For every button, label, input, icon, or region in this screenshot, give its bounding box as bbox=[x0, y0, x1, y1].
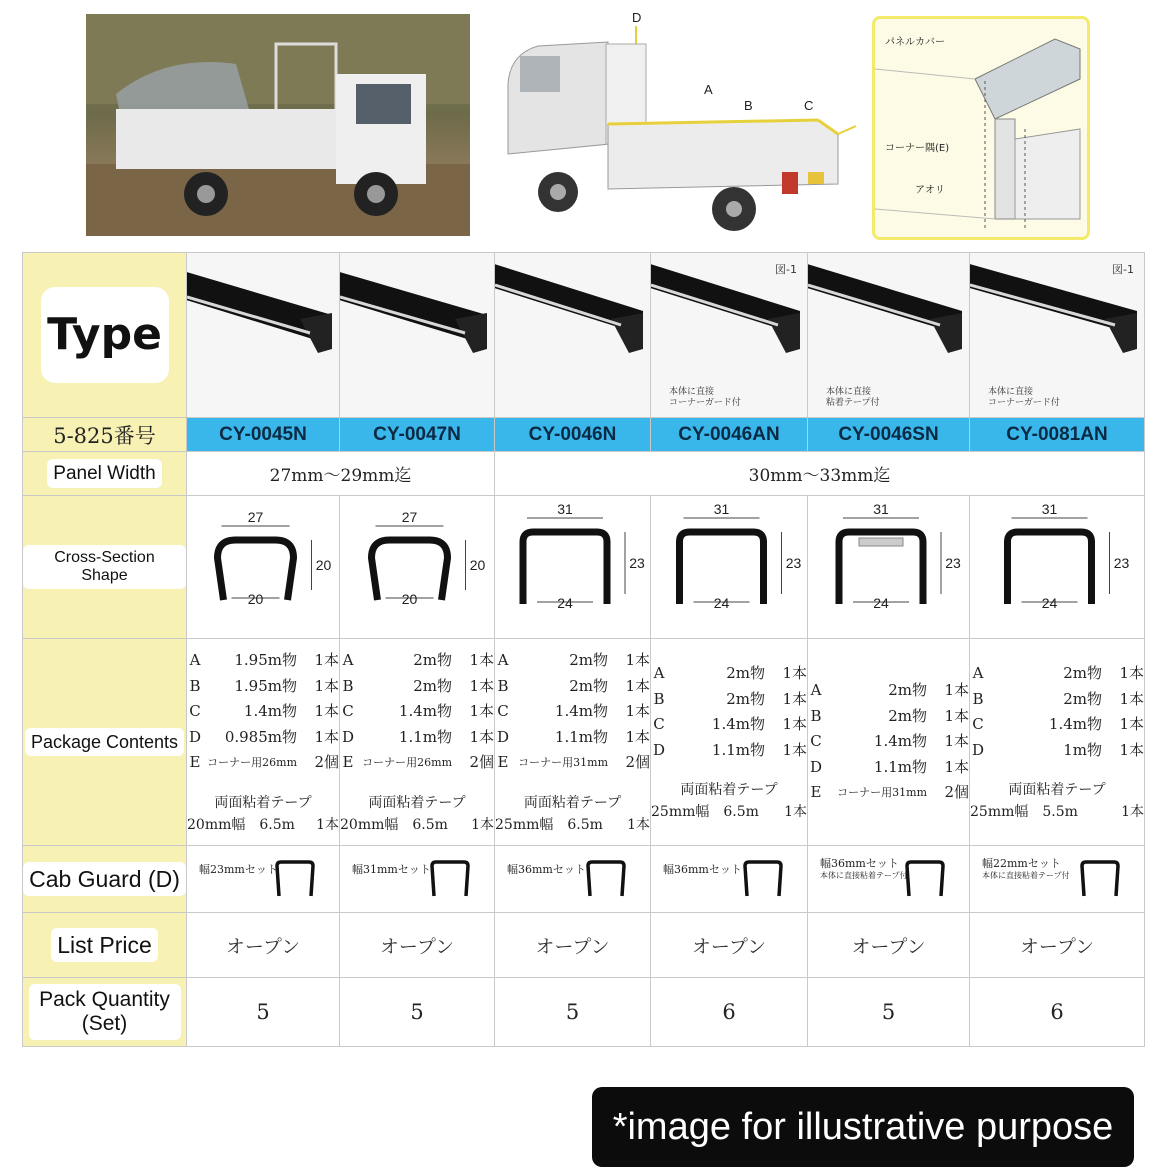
diagram-label-d: D bbox=[632, 10, 642, 25]
package-item bbox=[187, 750, 339, 776]
item-qty: 1本 bbox=[1119, 740, 1144, 759]
cab-guard-label: Cab Guard (D) bbox=[23, 862, 186, 896]
cross-section-svg bbox=[187, 496, 340, 634]
pack-quantity-label: Pack Quantity (Set) bbox=[29, 984, 181, 1040]
tape-detail bbox=[340, 814, 494, 836]
cross-section-drawing bbox=[340, 496, 495, 639]
panel-width-label: Panel Width bbox=[47, 459, 161, 489]
trim-profile-render bbox=[187, 253, 340, 417]
item-letter: B bbox=[189, 676, 201, 695]
product-image bbox=[808, 253, 970, 418]
cross-section-drawing bbox=[970, 496, 1145, 639]
item-qty: 1本 bbox=[314, 727, 339, 746]
cab-guard-text bbox=[982, 858, 1070, 882]
product-note-line: 本体に直接 bbox=[988, 387, 1034, 397]
cross-section-svg bbox=[651, 496, 808, 634]
number-header: 5-825番号 bbox=[23, 418, 187, 452]
item-letter: E bbox=[342, 753, 354, 772]
package-item bbox=[808, 755, 969, 781]
cross-section-row bbox=[23, 496, 1145, 639]
cab-guard-cell bbox=[808, 846, 970, 913]
item-spec: 2m物 bbox=[569, 651, 608, 670]
product-note-line: 本体に直接 bbox=[826, 387, 872, 397]
product-code: CY-0045N bbox=[187, 418, 340, 452]
item-spec: 2m物 bbox=[569, 676, 608, 695]
panel-width-row bbox=[23, 452, 1145, 496]
tape-label: 両面粘着テープ bbox=[1008, 782, 1106, 798]
cab-guard-note: 本体に直接粘着テープ付 bbox=[820, 871, 908, 880]
package-item bbox=[187, 648, 339, 674]
tape-qty: 1本 bbox=[471, 816, 494, 833]
aori-label: アオリ bbox=[915, 185, 945, 196]
dimension-bottom: 20 bbox=[401, 591, 418, 607]
adhesive-tape bbox=[970, 779, 1144, 823]
u-profile bbox=[680, 532, 764, 604]
package-item bbox=[808, 704, 969, 730]
item-spec: 1.1m物 bbox=[554, 727, 608, 746]
cab-guard-row bbox=[23, 846, 1145, 913]
tape-qty: 1本 bbox=[784, 804, 807, 820]
item-qty: 1本 bbox=[944, 732, 969, 751]
package-item bbox=[808, 780, 969, 806]
tape-detail bbox=[970, 801, 1144, 823]
tape-qty: 1本 bbox=[627, 816, 650, 833]
tape-spec: 20mm幅 6.5m bbox=[187, 816, 295, 833]
dimension-top: 27 bbox=[401, 509, 418, 525]
cross-section-drawing bbox=[808, 496, 970, 639]
product-note bbox=[988, 387, 1060, 409]
item-letter: C bbox=[810, 732, 822, 751]
item-spec: 1.1m物 bbox=[398, 727, 452, 746]
pack-quantity: 5 bbox=[495, 978, 651, 1047]
item-spec: 1.1m物 bbox=[873, 757, 927, 776]
pack-quantity: 5 bbox=[808, 978, 970, 1047]
item-spec: 1.4m物 bbox=[554, 702, 608, 721]
adhesive-tape bbox=[340, 792, 494, 836]
adhesive-tape bbox=[651, 779, 807, 823]
package-contents-label: Package Contents bbox=[25, 728, 184, 757]
product-note-line: 本体に直接 bbox=[669, 387, 715, 397]
item-qty: 1本 bbox=[944, 681, 969, 700]
product-note bbox=[826, 387, 880, 409]
item-letter: A bbox=[497, 651, 509, 670]
pack-quantity-header bbox=[23, 978, 187, 1047]
dimension-side: 23 bbox=[785, 555, 802, 571]
corner-label: コーナー隅(E) bbox=[885, 143, 950, 154]
product-code: CY-0046N bbox=[495, 418, 651, 452]
cab-guard-icon bbox=[428, 858, 472, 898]
pack-quantity: 5 bbox=[340, 978, 495, 1047]
item-letter: A bbox=[810, 681, 822, 700]
package-contents bbox=[340, 639, 495, 846]
package-item bbox=[340, 674, 494, 700]
cab-guard-cell bbox=[970, 846, 1145, 913]
list-price: オープン bbox=[970, 913, 1145, 978]
dimension-top: 31 bbox=[557, 501, 573, 517]
item-letter: D bbox=[652, 740, 666, 759]
list-price: オープン bbox=[187, 913, 340, 978]
package-contents bbox=[495, 639, 651, 846]
item-letter: B bbox=[810, 706, 822, 725]
item-spec: 0.985m物 bbox=[224, 727, 297, 746]
item-letter: A bbox=[653, 664, 665, 682]
package-contents-header bbox=[23, 639, 187, 846]
item-spec: 2m物 bbox=[888, 706, 927, 725]
package-item bbox=[340, 648, 494, 674]
item-qty: 1本 bbox=[782, 664, 807, 682]
dimension-bottom: 20 bbox=[247, 591, 264, 607]
corner-detail-callout bbox=[872, 16, 1090, 240]
package-contents bbox=[651, 639, 808, 846]
diagram-label-c: C bbox=[804, 98, 814, 113]
item-qty: 1本 bbox=[469, 702, 494, 721]
item-spec: 2m物 bbox=[726, 664, 765, 682]
product-code: CY-0046SN bbox=[808, 418, 970, 452]
list-price: オープン bbox=[808, 913, 970, 978]
item-qty: 1本 bbox=[782, 689, 807, 708]
item-letter: D bbox=[188, 727, 202, 746]
dimension-side: 23 bbox=[629, 555, 645, 571]
item-spec: コーナー用26mm bbox=[207, 756, 297, 770]
item-qty: 1本 bbox=[1119, 664, 1144, 682]
cross-section-svg bbox=[808, 496, 970, 634]
item-spec: 1.95m物 bbox=[234, 651, 297, 670]
cab-guard-icon bbox=[741, 858, 785, 898]
tape-label: 両面粘着テープ bbox=[214, 794, 312, 811]
product-code: CY-0046AN bbox=[651, 418, 808, 452]
item-qty: 1本 bbox=[469, 676, 494, 695]
product-note-line: コーナーガード付 bbox=[669, 398, 741, 408]
list-price: オープン bbox=[651, 913, 808, 978]
trim-profile-render bbox=[340, 253, 495, 417]
package-item bbox=[808, 678, 969, 704]
package-item bbox=[495, 725, 650, 751]
package-item bbox=[651, 738, 807, 764]
pack-quantity: 5 bbox=[187, 978, 340, 1047]
item-spec: 1m物 bbox=[1063, 740, 1102, 759]
item-letter: E bbox=[189, 753, 201, 772]
package-item bbox=[340, 699, 494, 725]
item-letter: C bbox=[972, 715, 984, 733]
list-price-label: List Price bbox=[51, 928, 158, 962]
package-item bbox=[970, 661, 1144, 687]
item-qty: 1本 bbox=[469, 651, 494, 670]
truck-photo bbox=[86, 14, 470, 236]
item-letter: D bbox=[341, 727, 355, 746]
illustrative-banner: *image for illustrative purpose bbox=[592, 1087, 1134, 1167]
panel-width-group2: 30mm～33mm迄 bbox=[495, 452, 1145, 496]
item-letter: B bbox=[653, 689, 665, 708]
cross-section-svg bbox=[970, 496, 1145, 634]
item-qty: 1本 bbox=[944, 706, 969, 725]
package-item bbox=[495, 750, 650, 776]
item-qty: 2個 bbox=[944, 783, 969, 802]
product-image bbox=[187, 253, 340, 418]
cab-guard-cell bbox=[187, 846, 340, 913]
panel-width-header bbox=[23, 452, 187, 496]
tape-detail bbox=[187, 814, 339, 836]
cab-guard-cell bbox=[651, 846, 808, 913]
adhesive-tape bbox=[495, 792, 650, 836]
item-spec: 2m物 bbox=[1063, 689, 1102, 708]
item-letter: B bbox=[972, 689, 984, 708]
product-image bbox=[970, 253, 1145, 418]
item-qty: 1本 bbox=[314, 676, 339, 695]
item-letter: D bbox=[809, 757, 823, 776]
product-note-line: コーナーガード付 bbox=[988, 398, 1060, 408]
list-price: オープン bbox=[495, 913, 651, 978]
tape-detail bbox=[651, 801, 807, 823]
cab-guard-text bbox=[507, 864, 586, 876]
product-note-line: 粘着テープ付 bbox=[826, 398, 880, 408]
item-letter: D bbox=[496, 727, 510, 746]
item-letter: B bbox=[342, 676, 354, 695]
cab-guard-size: 幅36mmセット bbox=[507, 863, 586, 876]
tape-detail bbox=[495, 814, 650, 836]
item-spec: 2m物 bbox=[1063, 664, 1102, 682]
package-item bbox=[187, 725, 339, 751]
item-letter: C bbox=[497, 702, 509, 721]
pack-quantity: 6 bbox=[970, 978, 1145, 1047]
dimension-bottom: 24 bbox=[1041, 595, 1058, 611]
diagram-label-b: B bbox=[744, 98, 753, 113]
cab-guard-icon bbox=[273, 858, 317, 898]
package-item bbox=[187, 674, 339, 700]
tape-qty: 1本 bbox=[1121, 804, 1144, 820]
figure-label: 図-1 bbox=[775, 263, 797, 276]
item-qty: 1本 bbox=[625, 727, 650, 746]
tape-spec: 25mm幅 5.5m bbox=[970, 804, 1078, 820]
item-spec: コーナー用26mm bbox=[362, 756, 452, 770]
dimension-top: 31 bbox=[873, 501, 889, 517]
dimension-bottom: 24 bbox=[873, 595, 889, 611]
adhesive-tape bbox=[187, 792, 339, 836]
package-item bbox=[495, 648, 650, 674]
cab-guard-header bbox=[23, 846, 187, 913]
cab-guard-size: 幅36mmセット bbox=[663, 863, 742, 876]
package-item bbox=[808, 729, 969, 755]
item-qty: 2個 bbox=[625, 753, 650, 772]
item-letter: A bbox=[189, 651, 201, 670]
item-qty: 2個 bbox=[469, 753, 494, 772]
code-row bbox=[23, 418, 1145, 452]
item-spec: コーナー用31mm bbox=[518, 756, 608, 770]
package-contents bbox=[187, 639, 340, 846]
item-qty: 1本 bbox=[314, 702, 339, 721]
item-spec: 1.4m物 bbox=[398, 702, 452, 721]
item-qty: 2個 bbox=[314, 753, 339, 772]
item-qty: 1本 bbox=[1119, 715, 1144, 733]
cab-guard-note: 本体に直接粘着テープ付 bbox=[982, 871, 1070, 880]
item-letter: A bbox=[342, 651, 354, 670]
package-item bbox=[970, 687, 1144, 713]
panel-cover-label: パネルカバー bbox=[885, 37, 945, 48]
item-spec: 1.1m物 bbox=[711, 740, 765, 759]
item-qty: 1本 bbox=[314, 651, 339, 670]
u-profile bbox=[1008, 532, 1092, 604]
item-letter: C bbox=[342, 702, 354, 721]
cross-section-drawing bbox=[495, 496, 651, 639]
dimension-side: 23 bbox=[945, 555, 961, 571]
cab-guard-text bbox=[663, 864, 742, 876]
item-qty: 1本 bbox=[782, 715, 807, 733]
truck-diagram bbox=[498, 4, 858, 244]
tape-qty: 1本 bbox=[316, 816, 339, 833]
diagram-label-a: A bbox=[704, 82, 713, 97]
item-letter: E bbox=[497, 753, 509, 772]
cab-guard-text bbox=[352, 864, 431, 876]
item-qty: 1本 bbox=[1119, 689, 1144, 708]
dimension-side: 20 bbox=[315, 557, 332, 573]
package-item bbox=[340, 750, 494, 776]
cross-section-label: Cross-Section Shape bbox=[23, 545, 186, 590]
tape-label: 両面粘着テープ bbox=[368, 794, 466, 811]
cab-guard-icon bbox=[584, 858, 628, 898]
list-price-header bbox=[23, 913, 187, 978]
item-spec: 1.4m物 bbox=[711, 715, 765, 733]
tape-spec: 20mm幅 6.5m bbox=[340, 816, 448, 833]
trim-profile-render bbox=[495, 253, 651, 417]
item-spec: 1.4m物 bbox=[243, 702, 297, 721]
item-qty: 1本 bbox=[625, 702, 650, 721]
pack-quantity: 6 bbox=[651, 978, 808, 1047]
cab-guard-icon bbox=[903, 858, 947, 898]
product-image bbox=[340, 253, 495, 418]
product-code: CY-0047N bbox=[340, 418, 495, 452]
cross-section-svg bbox=[340, 496, 495, 634]
item-qty: 1本 bbox=[944, 757, 969, 776]
pack-quantity-row bbox=[23, 978, 1145, 1047]
item-spec: コーナー用31mm bbox=[837, 786, 927, 800]
tape-spec: 25mm幅 6.5m bbox=[495, 816, 603, 833]
dimension-side: 23 bbox=[1113, 555, 1130, 571]
item-spec: 2m物 bbox=[888, 681, 927, 700]
cab-guard-icon bbox=[1078, 858, 1122, 898]
cross-section-drawing bbox=[651, 496, 808, 639]
cab-guard-size: 幅22mmセット bbox=[982, 857, 1061, 870]
product-image bbox=[651, 253, 808, 418]
cross-section-header bbox=[23, 496, 187, 639]
item-letter: C bbox=[653, 715, 665, 733]
package-item bbox=[970, 712, 1144, 738]
package-item bbox=[495, 699, 650, 725]
item-spec: 2m物 bbox=[413, 651, 452, 670]
cross-section-svg bbox=[495, 496, 651, 634]
cab-guard-cell bbox=[340, 846, 495, 913]
item-spec: 1.4m物 bbox=[1048, 715, 1102, 733]
dimension-bottom: 24 bbox=[557, 595, 573, 611]
item-qty: 1本 bbox=[469, 727, 494, 746]
u-profile bbox=[523, 532, 607, 604]
cross-section-drawing bbox=[187, 496, 340, 639]
dimension-bottom: 24 bbox=[713, 595, 730, 611]
package-item bbox=[187, 699, 339, 725]
dimension-top: 31 bbox=[713, 501, 730, 517]
item-letter: D bbox=[971, 740, 985, 759]
item-letter: A bbox=[972, 664, 984, 682]
list-price-row bbox=[23, 913, 1145, 978]
adhesive-strip bbox=[859, 538, 903, 546]
cab-guard-size: 幅36mmセット bbox=[820, 857, 899, 870]
item-letter: B bbox=[497, 676, 509, 695]
type-label: Type bbox=[41, 287, 169, 383]
product-code: CY-0081AN bbox=[970, 418, 1145, 452]
item-letter: C bbox=[189, 702, 201, 721]
tape-label: 両面粘着テープ bbox=[523, 794, 622, 811]
item-spec: 1.95m物 bbox=[234, 676, 297, 695]
panel-width-group1: 27mm～29mm迄 bbox=[187, 452, 495, 496]
package-item bbox=[651, 661, 807, 687]
spec-table bbox=[22, 252, 1145, 1047]
item-qty: 1本 bbox=[625, 651, 650, 670]
list-price: オープン bbox=[340, 913, 495, 978]
product-note bbox=[669, 387, 741, 409]
cab-guard-text bbox=[199, 864, 278, 876]
item-qty: 1本 bbox=[782, 740, 807, 759]
dimension-top: 31 bbox=[1041, 501, 1058, 517]
tape-label: 両面粘着テープ bbox=[680, 782, 778, 798]
tape-spec: 25mm幅 6.5m bbox=[651, 804, 759, 820]
package-item bbox=[651, 687, 807, 713]
package-item bbox=[495, 674, 650, 700]
type-header bbox=[23, 253, 187, 418]
product-image bbox=[495, 253, 651, 418]
figure-label: 図-1 bbox=[1112, 263, 1134, 276]
package-contents-row bbox=[23, 639, 1145, 846]
item-spec: 2m物 bbox=[726, 689, 765, 708]
cab-guard-cell bbox=[495, 846, 651, 913]
package-contents bbox=[970, 639, 1145, 846]
item-qty: 1本 bbox=[625, 676, 650, 695]
dimension-top: 27 bbox=[247, 509, 264, 525]
package-contents bbox=[808, 639, 970, 846]
package-item bbox=[651, 712, 807, 738]
item-spec: 2m物 bbox=[413, 676, 452, 695]
cab-guard-size: 幅23mmセット bbox=[199, 863, 278, 876]
cab-guard-size: 幅31mmセット bbox=[352, 863, 431, 876]
item-spec: 1.4m物 bbox=[873, 732, 927, 751]
dimension-side: 20 bbox=[469, 557, 486, 573]
package-item bbox=[340, 725, 494, 751]
item-letter: E bbox=[810, 783, 822, 802]
package-item bbox=[970, 738, 1144, 764]
cab-guard-text bbox=[820, 858, 908, 882]
type-row bbox=[23, 253, 1145, 418]
